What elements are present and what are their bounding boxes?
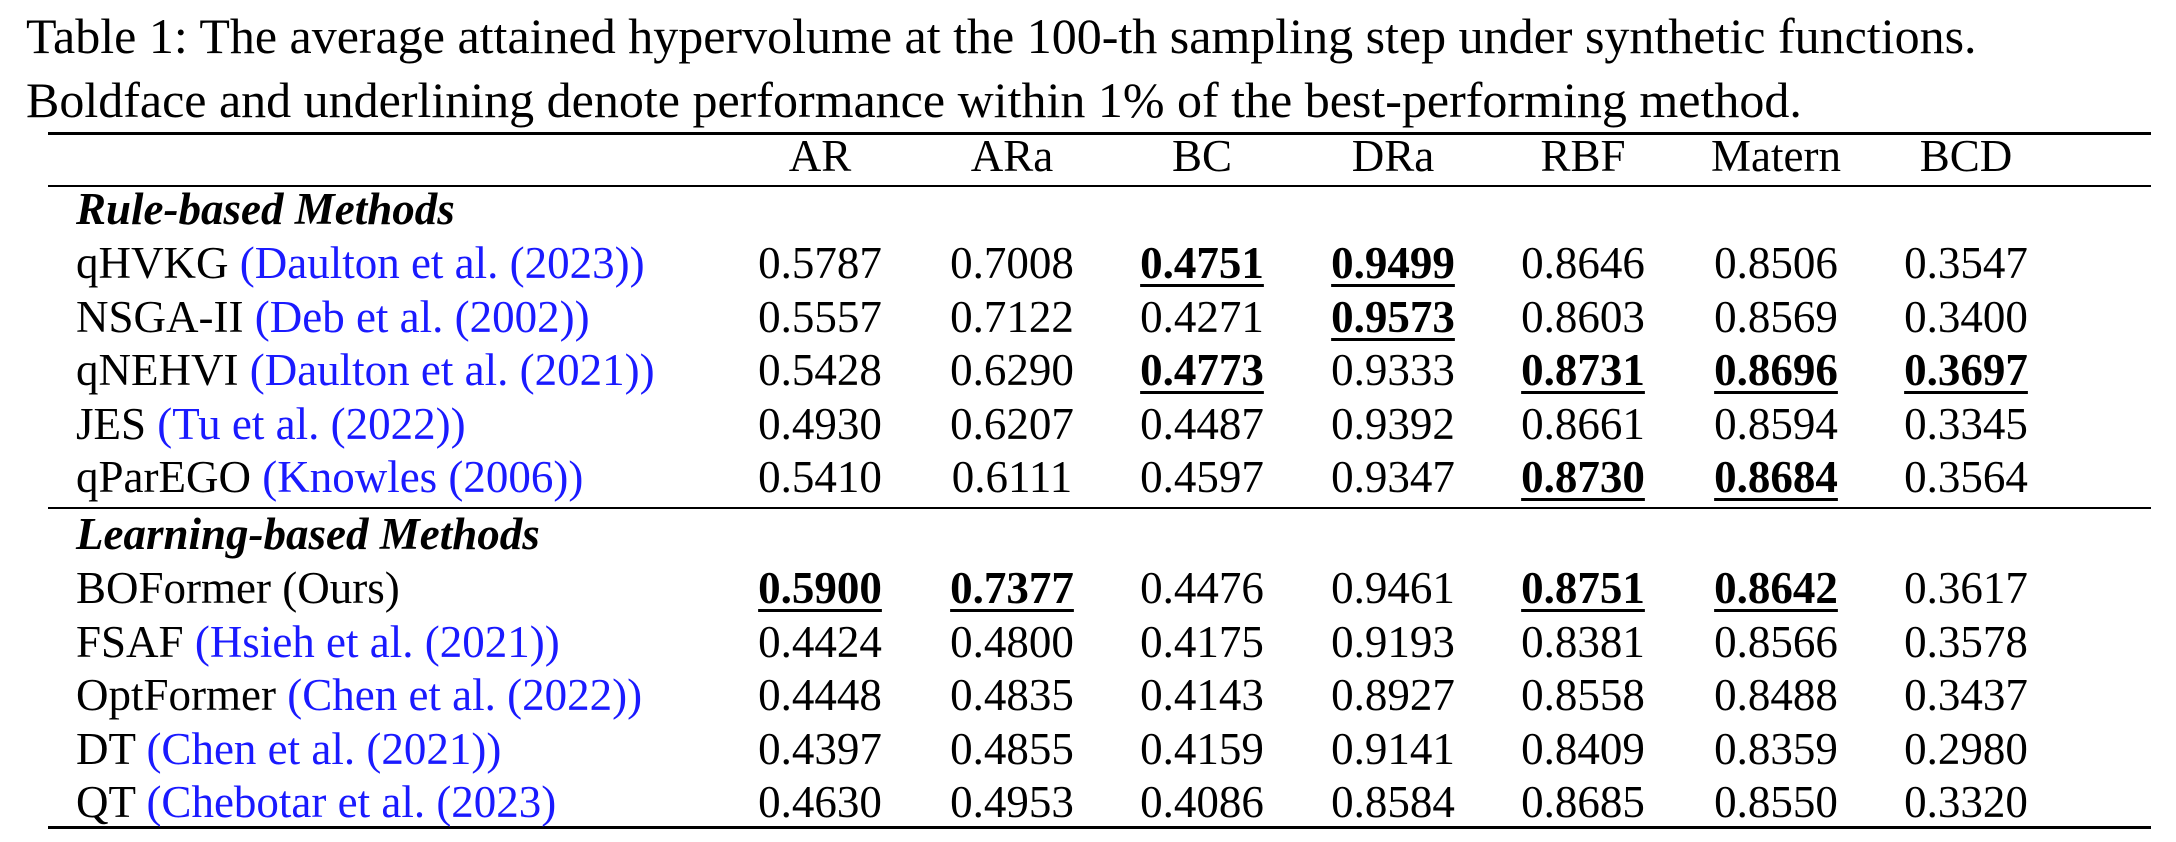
value-cell: 0.8696 <box>1714 345 1838 395</box>
column-header: BCD <box>1919 131 2013 181</box>
column-header: Matern <box>1711 131 1841 181</box>
column-header: BC <box>1171 131 1233 181</box>
value-cell: 0.8642 <box>1714 563 1838 613</box>
value-cell: 0.3400 <box>1904 291 2028 342</box>
value-cell: 0.4397 <box>758 723 882 774</box>
column-header: DRa <box>1351 131 1435 181</box>
value-cell: 0.5410 <box>758 452 882 502</box>
value-cell: 0.3564 <box>1904 452 2028 502</box>
method-name <box>76 451 583 504</box>
citation-link[interactable]: (Chen et al. (2022)) <box>287 670 643 720</box>
table-row <box>0 776 2176 829</box>
value-cell: 0.9573 <box>1331 291 1455 342</box>
column-header: RBF <box>1540 131 1626 181</box>
value-cell: 0.9333 <box>1331 345 1455 395</box>
method-name <box>76 669 642 722</box>
section-title: Learning-based Methods <box>76 509 540 559</box>
citation-link[interactable]: (Daulton et al. (2023)) <box>239 238 645 288</box>
value-cell: 0.8927 <box>1331 670 1455 720</box>
value-cell: 0.4175 <box>1140 616 1264 667</box>
value-cell: 0.9461 <box>1331 563 1455 613</box>
value-cell: 0.4630 <box>758 777 882 827</box>
value-cell: 0.2980 <box>1904 723 2028 774</box>
table-row <box>0 616 2176 669</box>
value-cell: 0.3547 <box>1904 238 2028 288</box>
value-cell: 0.4143 <box>1140 670 1264 720</box>
value-cell: 0.3437 <box>1904 670 2028 720</box>
value-cell: 0.8594 <box>1714 398 1838 449</box>
method-name <box>76 723 501 776</box>
table-row <box>0 451 2176 504</box>
method-label: JES <box>76 398 147 449</box>
section-title: Rule-based Methods <box>76 184 455 234</box>
value-cell: 0.8731 <box>1521 345 1645 395</box>
value-cell: 0.5900 <box>758 563 882 613</box>
value-cell: 0.8488 <box>1714 670 1838 720</box>
value-cell: 0.7122 <box>950 291 1074 342</box>
value-cell: 0.8558 <box>1521 670 1645 720</box>
value-cell: 0.5557 <box>758 291 882 342</box>
value-cell: 0.4751 <box>1140 238 1264 288</box>
citation-link[interactable]: (Knowles (2006)) <box>262 452 584 502</box>
value-cell: 0.9193 <box>1331 616 1455 667</box>
value-cell: 0.4930 <box>758 398 882 449</box>
method-label: NSGA-II <box>76 291 244 342</box>
method-label: QT <box>76 777 136 827</box>
citation-link[interactable]: (Daulton et al. (2021)) <box>249 345 655 395</box>
value-cell: 0.8751 <box>1521 563 1645 613</box>
column-header: AR <box>788 131 852 181</box>
table-row <box>0 398 2176 451</box>
value-cell: 0.4159 <box>1140 723 1264 774</box>
method-label: qParEGO <box>76 452 251 502</box>
table-row <box>0 562 2176 615</box>
value-cell: 0.6207 <box>950 398 1074 449</box>
method-label: qNEHVI <box>76 345 239 395</box>
value-cell: 0.8685 <box>1521 777 1645 827</box>
table-row <box>0 291 2176 344</box>
method-label: OptFormer <box>76 670 276 720</box>
value-cell: 0.8584 <box>1331 777 1455 827</box>
value-cell: 0.8646 <box>1521 238 1645 288</box>
citation-link[interactable]: (Chebotar et al. (2023) <box>146 777 557 827</box>
value-cell: 0.3697 <box>1904 345 2028 395</box>
value-cell: 0.6111 <box>951 452 1073 502</box>
method-label: DT <box>76 723 136 774</box>
value-cell: 0.4476 <box>1140 563 1264 613</box>
value-cell: 0.8381 <box>1521 616 1645 667</box>
value-cell: 0.9141 <box>1331 723 1455 774</box>
value-cell: 0.8359 <box>1714 723 1838 774</box>
value-cell: 0.8506 <box>1714 238 1838 288</box>
value-cell: 0.9392 <box>1331 398 1455 449</box>
value-cell: 0.9499 <box>1331 238 1455 288</box>
caption-line-1: Table 1: The average attained hypervolume at the 100-th sampling step under synthetic functions. <box>26 8 1977 64</box>
value-cell: 0.8569 <box>1714 291 1838 342</box>
value-cell: 0.8730 <box>1521 452 1645 502</box>
value-cell: 0.9347 <box>1331 452 1455 502</box>
citation-link[interactable]: (Hsieh et al. (2021)) <box>194 616 560 667</box>
table-row <box>0 237 2176 290</box>
value-cell: 0.8661 <box>1521 398 1645 449</box>
value-cell: 0.8566 <box>1714 616 1838 667</box>
value-cell: 0.4953 <box>950 777 1074 827</box>
value-cell: 0.3345 <box>1904 398 2028 449</box>
value-cell: 0.4487 <box>1140 398 1264 449</box>
method-name <box>76 562 400 615</box>
value-cell: 0.8550 <box>1714 777 1838 827</box>
method-label: FSAF <box>76 616 184 667</box>
table-row <box>0 723 2176 776</box>
caption-line-2: Boldface and underlining denote performance within 1% of the best-performing method. <box>26 72 1802 128</box>
value-cell: 0.8684 <box>1714 452 1838 502</box>
value-cell: 0.4448 <box>758 670 882 720</box>
table-row <box>0 669 2176 722</box>
method-label: qHVKG <box>76 238 229 288</box>
value-cell: 0.3617 <box>1904 563 2028 613</box>
method-name <box>76 776 556 829</box>
value-cell: 0.4271 <box>1140 291 1264 342</box>
method-name <box>76 344 655 397</box>
value-cell: 0.4800 <box>950 616 1074 667</box>
method-name <box>76 291 590 344</box>
method-name <box>76 398 466 451</box>
value-cell: 0.6290 <box>950 345 1074 395</box>
value-cell: 0.4424 <box>758 616 882 667</box>
method-name <box>76 237 645 290</box>
citation-link[interactable]: (Deb et al. (2002)) <box>254 291 590 342</box>
value-cell: 0.3320 <box>1904 777 2028 827</box>
value-cell: 0.4855 <box>950 723 1074 774</box>
method-name <box>76 616 560 669</box>
value-cell: 0.7008 <box>950 238 1074 288</box>
value-cell: 0.4773 <box>1140 345 1264 395</box>
value-cell: 0.4835 <box>950 670 1074 720</box>
value-cell: 0.3578 <box>1904 616 2028 667</box>
column-header: ARa <box>970 131 1054 181</box>
value-cell: 0.4597 <box>1140 452 1264 502</box>
value-cell: 0.7377 <box>950 563 1074 613</box>
method-label: BOFormer (Ours) <box>76 563 400 613</box>
value-cell: 0.5787 <box>758 238 882 288</box>
value-cell: 0.8603 <box>1521 291 1645 342</box>
citation-link[interactable]: (Tu et al. (2022)) <box>157 398 466 449</box>
value-cell: 0.5428 <box>758 345 882 395</box>
value-cell: 0.8409 <box>1521 723 1645 774</box>
table-row <box>0 344 2176 397</box>
citation-link[interactable]: (Chen et al. (2021)) <box>146 723 502 774</box>
value-cell: 0.4086 <box>1140 777 1264 827</box>
table-caption <box>26 4 2166 132</box>
